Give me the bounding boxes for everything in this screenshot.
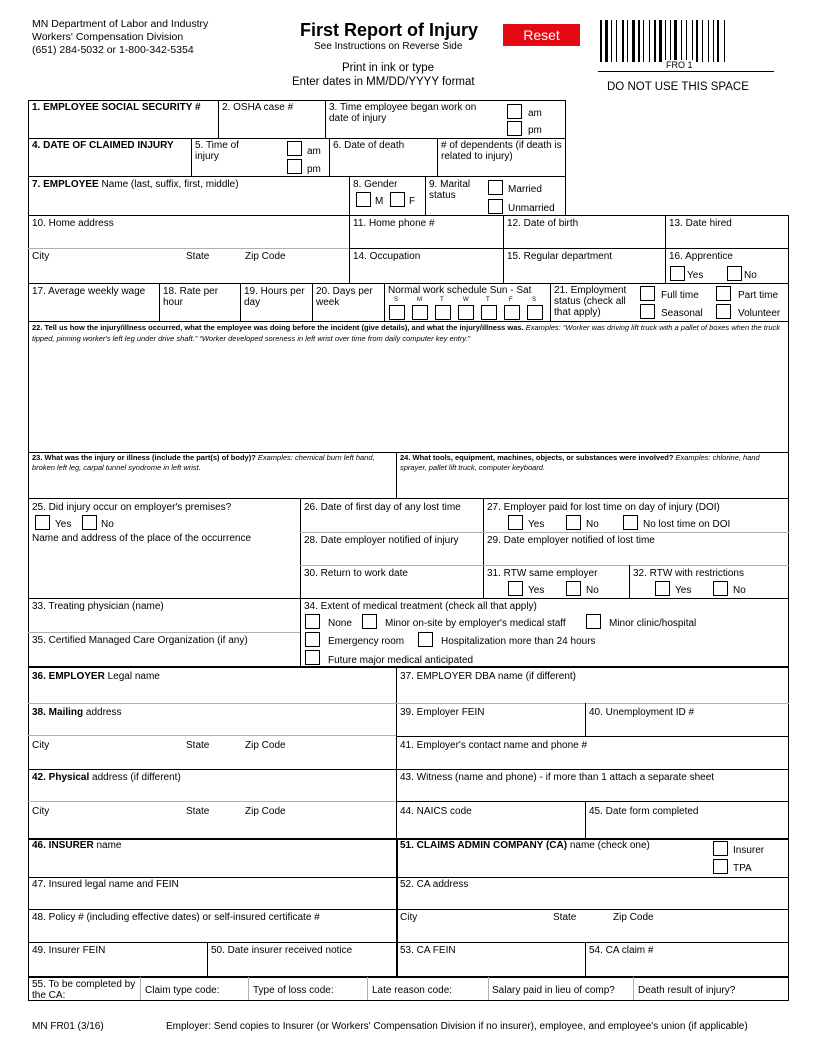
apprentice-no-label: No (744, 270, 757, 281)
doi-paid-no-label: No (586, 519, 599, 530)
barcode-bar (724, 20, 725, 62)
rtw-restrict-yes-checkbox[interactable] (655, 581, 670, 596)
label-f45-date-completed: 45. Date form completed (589, 806, 699, 817)
label-claim-type: Claim type code: (145, 985, 220, 996)
label-f6-date-death: 6. Date of death (333, 140, 405, 151)
label-f11-home-phone: 11. Home phone # (353, 218, 435, 229)
barcode-bar (665, 20, 666, 62)
f5-pm-checkbox[interactable] (287, 159, 302, 174)
day-checkbox-wed[interactable] (458, 305, 474, 320)
label-f13-date-hired: 13. Date hired (669, 218, 732, 229)
rtw-same-no-label: No (586, 585, 599, 596)
f3-pm-label: pm (528, 125, 542, 136)
rtw-same-yes-label: Yes (528, 585, 545, 596)
premises-no-checkbox[interactable] (82, 515, 97, 530)
treatment-none-label: None (328, 618, 352, 629)
volunteer-label: Volunteer (738, 308, 781, 319)
label-dependents: # of dependents (if death is related to injury) (441, 140, 562, 162)
doi-paid-no-checkbox[interactable] (566, 515, 581, 530)
f5-pm-label: pm (307, 164, 321, 175)
married-checkbox[interactable] (488, 180, 503, 195)
label-zip: Zip Code (245, 251, 286, 262)
label-f46-insurer-name: 46. INSURER name (32, 840, 122, 851)
barcode-rule (598, 71, 774, 72)
day-letter: S (394, 297, 399, 303)
label-f25-premises: 25. Did injury occur on employer's premises? (32, 502, 232, 513)
apprentice-yes-label: Yes (687, 270, 704, 281)
label-f43-witness: 43. Witness (name and phone) - if more than 1 attach a separate sheet (400, 772, 715, 783)
rtw-restrict-no-label: No (733, 585, 746, 596)
label-f1-ssn: 1. EMPLOYEE SOCIAL SECURITY # (32, 102, 201, 113)
label-state: State (186, 806, 210, 817)
treatment-minor-clinic-checkbox[interactable] (586, 614, 601, 629)
label-f47-insured-name: 47. Insured legal name and FEIN (32, 879, 179, 890)
label-f10-home-address: 10. Home address (32, 218, 114, 229)
label-f14-occupation: 14. Occupation (353, 251, 421, 262)
distribution-instructions: Employer: Send copies to Insurer (or Workers' Compensation Division if no insurer), employee, and employee's union (if applicable) (166, 1021, 748, 1032)
barcode-bar (717, 20, 719, 62)
label-f51-claims-admin: 51. CLAIMS ADMIN COMPANY (CA) name (check one) (400, 840, 650, 851)
day-checkbox-sat[interactable] (527, 305, 543, 320)
label-work-schedule: Normal work schedule Sun - Sat (388, 285, 532, 296)
label-loss-type: Type of loss code: (253, 985, 334, 996)
do-not-use-notice: DO NOT USE THIS SPACE (607, 81, 749, 93)
label-f15-department: 15. Regular department (507, 251, 613, 262)
treatment-minor-onsite-checkbox[interactable] (362, 614, 377, 629)
day-checkbox-mon[interactable] (412, 305, 428, 320)
married-label: Married (508, 184, 542, 195)
barcode-bar (702, 20, 703, 62)
label-f27-employer-paid: 27. Employer paid for lost time on day of injury (DOI) (487, 502, 720, 513)
barcode-bar (654, 20, 656, 62)
barcode-bar (681, 20, 682, 62)
label-f38-mailing-address: 38. Mailing address (32, 707, 122, 718)
barcode-bar (616, 20, 617, 62)
label-f26-first-lost-day: 26. Date of first day of any lost time (304, 502, 461, 513)
label-f33-physician: 33. Treating physician (name) (32, 601, 164, 612)
label-f48-policy: 48. Policy # (including effective dates) or self-insured certificate # (32, 912, 320, 923)
form-title: First Report of Injury (300, 20, 479, 40)
barcode-bar (686, 20, 687, 62)
print-note: Print in ink or type (342, 62, 435, 74)
doi-paid-yes-label: Yes (528, 519, 545, 530)
f5-am-checkbox[interactable] (287, 141, 302, 156)
f5-am-label: am (307, 146, 321, 157)
label-city: City (32, 806, 50, 817)
day-checkbox-sun[interactable] (389, 305, 405, 320)
barcode-bar (627, 20, 628, 62)
label-f31-rtw-same: 31. RTW same employer (487, 568, 598, 579)
label-f22-description: 22. Tell us how the injury/illness occurred, what the employee was doing before the incident (give details), and what the injury/illness was. Examples: “Worker was driving lift truck with a pallet of boxes when the truck tipped, pinning worker's left leg under drive shaft.” “Worker developed soreness in left wrist over time from daily computer key entry.” (32, 323, 780, 343)
barcode-bar (638, 20, 640, 62)
treatment-hospitalization-label: Hospitalization more than 24 hours (441, 636, 596, 647)
treatment-none-checkbox[interactable] (305, 614, 320, 629)
premises-yes-checkbox[interactable] (35, 515, 50, 530)
label-f16-apprentice: 16. Apprentice (669, 251, 733, 262)
apprentice-yes-checkbox[interactable] (670, 266, 685, 281)
ca-insurer-label: Insurer (733, 845, 765, 856)
ca-tpa-label: TPA (733, 863, 752, 874)
unmarried-checkbox[interactable] (488, 199, 503, 214)
label-f50-insurer-notice: 50. Date insurer received notice (211, 945, 353, 956)
label-f24-tools: 24. What tools, equipment, machines, objects, or substances were involved? Examples: chlorine, hand sprayer, pallet lift truck, computer keyboard. (400, 453, 760, 472)
barcode-bar (622, 20, 624, 62)
barcode-bar (605, 20, 608, 62)
label-f34-medical-extent: 34. Extent of medical treatment (check all that apply) (304, 601, 537, 612)
seasonal-label: Seasonal (661, 308, 703, 319)
label-f5-time-injury: 5. Time of injury (195, 140, 239, 162)
label-f44-naics: 44. NAICS code (400, 806, 472, 817)
division-phone: (651) 284-5032 or 1-800-342-5354 (32, 44, 194, 56)
barcode-bar (659, 20, 662, 62)
barcode-bar (611, 20, 612, 62)
form-subtitle: See Instructions on Reverse Side (314, 41, 463, 52)
day-checkbox-fri[interactable] (504, 305, 520, 320)
label-f49-insurer-fein: 49. Insurer FEIN (32, 945, 106, 956)
label-f36-employer-name: 36. EMPLOYER Legal name (32, 671, 160, 682)
label-f8-gender: 8. Gender (353, 179, 398, 190)
form-id: MN FR01 (3/16) (32, 1021, 104, 1032)
label-salary-in-lieu: Salary paid in lieu of comp? (492, 985, 615, 996)
treatment-future-checkbox[interactable] (305, 650, 320, 665)
label-f52-ca-address: 52. CA address (400, 879, 469, 890)
division-name: Workers' Compensation Division (32, 31, 184, 43)
no-lost-time-checkbox[interactable] (623, 515, 638, 530)
label-death-result: Death result of injury? (638, 985, 736, 996)
barcode-bar (708, 20, 709, 62)
label-f4-date-injury: 4. DATE OF CLAIMED INJURY (32, 140, 174, 151)
treatment-future-label: Future major medical anticipated (328, 655, 474, 666)
label-city: City (32, 251, 50, 262)
label-f32-rtw-restrictions: 32. RTW with restrictions (633, 568, 744, 579)
full-time-label: Full time (661, 290, 699, 301)
label-zip: Zip Code (245, 806, 286, 817)
treatment-emergency-checkbox[interactable] (305, 632, 320, 647)
day-letter: T (440, 297, 444, 303)
f3-pm-checkbox[interactable] (507, 121, 522, 136)
label-f53-ca-fein: 53. CA FEIN (400, 945, 456, 956)
label-f28-notified-injury: 28. Date employer notified of injury (304, 535, 459, 546)
premises-yes-label: Yes (55, 519, 72, 530)
rtw-restrict-no-checkbox[interactable] (713, 581, 728, 596)
label-f41-contact: 41. Employer's contact name and phone # (400, 740, 588, 751)
label-f39-employer-fein: 39. Employer FEIN (400, 707, 485, 718)
label-f30-return-work: 30. Return to work date (304, 568, 408, 579)
barcode-bar (713, 20, 714, 62)
full-time-checkbox[interactable] (640, 286, 655, 301)
doi-paid-yes-checkbox[interactable] (508, 515, 523, 530)
label-f35-managed-care: 35. Certified Managed Care Organization (if any) (32, 635, 248, 646)
treatment-hospitalization-checkbox[interactable] (418, 632, 433, 647)
label-f9-marital-status: 9. Marital status (429, 179, 471, 201)
gender-m-label: M (375, 196, 384, 207)
label-f18-rate-hour: 18. Rate per hour (163, 286, 219, 308)
label-f54-ca-claim: 54. CA claim # (589, 945, 654, 956)
label-f17-weekly-wage: 17. Average weekly wage (32, 286, 146, 297)
reset-button[interactable]: Reset (503, 24, 580, 46)
day-letter: W (463, 297, 469, 303)
gender-f-label: F (409, 196, 416, 207)
f3-am-checkbox[interactable] (507, 104, 522, 119)
part-time-checkbox[interactable] (716, 286, 731, 301)
label-f3-time-began: 3. Time employee began work on date of injury (329, 102, 477, 124)
label-f2-osha: 2. OSHA case # (222, 102, 294, 113)
f3-am-label: am (528, 108, 542, 119)
treatment-minor-clinic-label: Minor clinic/hospital (609, 618, 697, 629)
barcode-label: FRO 1 (663, 60, 696, 71)
part-time-label: Part time (738, 290, 779, 301)
day-letter: S (532, 297, 537, 303)
barcode-bar (696, 20, 698, 62)
unmarried-label: Unmarried (508, 203, 555, 214)
day-letter: T (486, 297, 490, 303)
label-zip: Zip Code (245, 740, 286, 751)
treatment-minor-onsite-label: Minor on-site by employer's medical staff (385, 618, 566, 629)
apprentice-no-checkbox[interactable] (727, 266, 742, 281)
gender-m-checkbox[interactable] (356, 192, 371, 207)
label-f20-days-week: 20. Days per week (316, 286, 373, 308)
barcode-bar (649, 20, 650, 62)
label-f37-dba-name: 37. EMPLOYER DBA name (if different) (400, 671, 577, 682)
label-f7-employee-name: 7. EMPLOYEE Name (last, suffix, first, middle) (32, 179, 239, 190)
volunteer-checkbox[interactable] (716, 304, 731, 319)
department-name: MN Department of Labor and Industry (32, 18, 209, 30)
label-state: State (186, 251, 210, 262)
treatment-emergency-label: Emergency room (328, 636, 405, 647)
label-f42-physical-address: 42. Physical address (if different) (32, 772, 181, 783)
label-f29-notified-lost-time: 29. Date employer notified of lost time (487, 535, 655, 546)
ca-insurer-checkbox[interactable] (713, 841, 728, 856)
premises-no-label: No (101, 519, 114, 530)
label-late-reason: Late reason code: (372, 985, 453, 996)
day-checkbox-tue[interactable] (435, 305, 451, 320)
label-f55-ca-complete: 55. To be completed by the CA: (32, 979, 136, 1001)
barcode-bar (670, 20, 671, 62)
seasonal-checkbox[interactable] (640, 304, 655, 319)
barcode-bar (600, 20, 602, 62)
gender-f-checkbox[interactable] (390, 192, 405, 207)
label-city: City (400, 912, 418, 923)
label-f19-hours-day: 19. Hours per day (244, 286, 305, 308)
date-format-note: Enter dates in MM/DD/YYYY format (292, 76, 475, 88)
label-city: City (32, 740, 50, 751)
barcode-bar (674, 20, 677, 62)
f22-description-area[interactable] (30, 346, 786, 451)
barcode-bar (692, 20, 693, 62)
no-lost-time-label: No lost time on DOI (643, 519, 731, 530)
label-state: State (553, 912, 577, 923)
day-letter: F (509, 297, 513, 303)
barcode-bar (643, 20, 644, 62)
label-f40-unemployment-id: 40. Unemployment ID # (589, 707, 695, 718)
label-zip: Zip Code (613, 912, 654, 923)
ca-tpa-checkbox[interactable] (713, 859, 728, 874)
rtw-restrict-yes-label: Yes (675, 585, 692, 596)
rtw-same-no-checkbox[interactable] (566, 581, 581, 596)
label-state: State (186, 740, 210, 751)
barcode-bar (632, 20, 635, 62)
rtw-same-yes-checkbox[interactable] (508, 581, 523, 596)
day-letter: M (417, 297, 422, 303)
label-occurrence-place: Name and address of the place of the occurrence (32, 533, 252, 544)
label-f12-date-birth: 12. Date of birth (507, 218, 579, 229)
label-f23-injury-illness: 23. What was the injury or illness (include the part(s) of body)? Examples: chemical burn left hand, broken left leg, carpal tunnel syndrome in left wrist. (32, 453, 375, 472)
day-checkbox-thu[interactable] (481, 305, 497, 320)
label-f21-employment-status: 21. Employment status (check all that apply) (554, 285, 627, 318)
